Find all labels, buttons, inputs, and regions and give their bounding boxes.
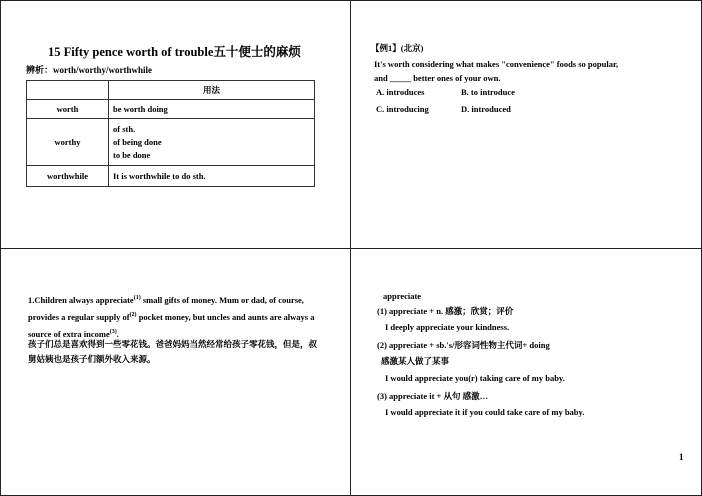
table-cell-word: worthwhile [27,166,109,187]
table-cell-usage: It is worthwhile to do sth. [109,166,315,187]
table-cell-usage: be worth doing [109,100,315,119]
word-analysis-heading: 辨析：worth/worthy/worthwhile [26,65,152,75]
sentence-part: small gifts of money. Mum or dad, of course, provides a regular supply of [28,294,304,322]
table-header-empty [27,81,109,100]
table-cell-word: worth [27,100,109,119]
usage-table [26,80,315,187]
chinese-translation: 孩子们总是喜欢得到一些零花钱。爸爸妈妈当然经常给孩子零花钱，但是，叔舅姑姨也是孩子们额外收入来源。 [28,339,318,364]
option-b: B. to introduce [461,87,515,97]
option-a: A. introduces [376,87,425,97]
page-number: 1 [679,452,684,462]
table-cell-word: worthy [27,119,109,166]
usage-line: of being done [113,136,162,147]
example-sentence: I would appreciate you(r) taking care of my baby. [385,373,565,383]
table-cell-usage [109,119,315,166]
footnote-marker: (2) [129,311,137,318]
table-header-usage: 用法 [109,81,315,100]
sentence-part: . [116,328,119,339]
option-d: D. introduced [461,104,511,114]
table-header-row [27,81,315,100]
usage-line: of sth. [113,123,136,134]
sentence-part: pocket money, but uncles and aunts are always a source of extra income [28,311,315,339]
usage-meaning: 感激某人做了某事 [381,356,450,366]
example-sentence: I deeply appreciate your kindness. [385,322,510,332]
usage-line: to be done [113,149,151,160]
question-text [374,57,674,85]
page-border-top [0,0,702,1]
example-tag: 【例1】(北京) [371,43,424,53]
example-sentence: I would appreciate it if you could take care of my baby. [385,407,585,417]
usage-point: (2) appreciate + sb.'s/形容词性物主代词+ doing [377,340,550,350]
usage-point: (1) appreciate + n. 感激；欣赏；评价 [377,306,514,316]
horizontal-divider [0,248,702,249]
usage-point: (3) appreciate it + 从句 感激… [377,391,489,401]
option-c: C. introducing [376,104,429,114]
table-row [27,166,315,187]
sentence-part: 1.Children always appreciate [28,294,134,305]
footnote-marker: (1) [133,295,141,301]
table-row [27,119,315,166]
footnote-marker: (3) [109,328,117,335]
question-line: and _____ better ones of your own. [374,73,501,83]
vocab-heading: appreciate [383,291,422,301]
question-line: It's worth considering what makes "convenience" foods so popular, [374,59,619,69]
reading-sentence [28,291,318,341]
table-row [27,100,315,119]
lesson-title: 15 Fifty pence worth of trouble五十便士的麻烦 [48,45,301,59]
